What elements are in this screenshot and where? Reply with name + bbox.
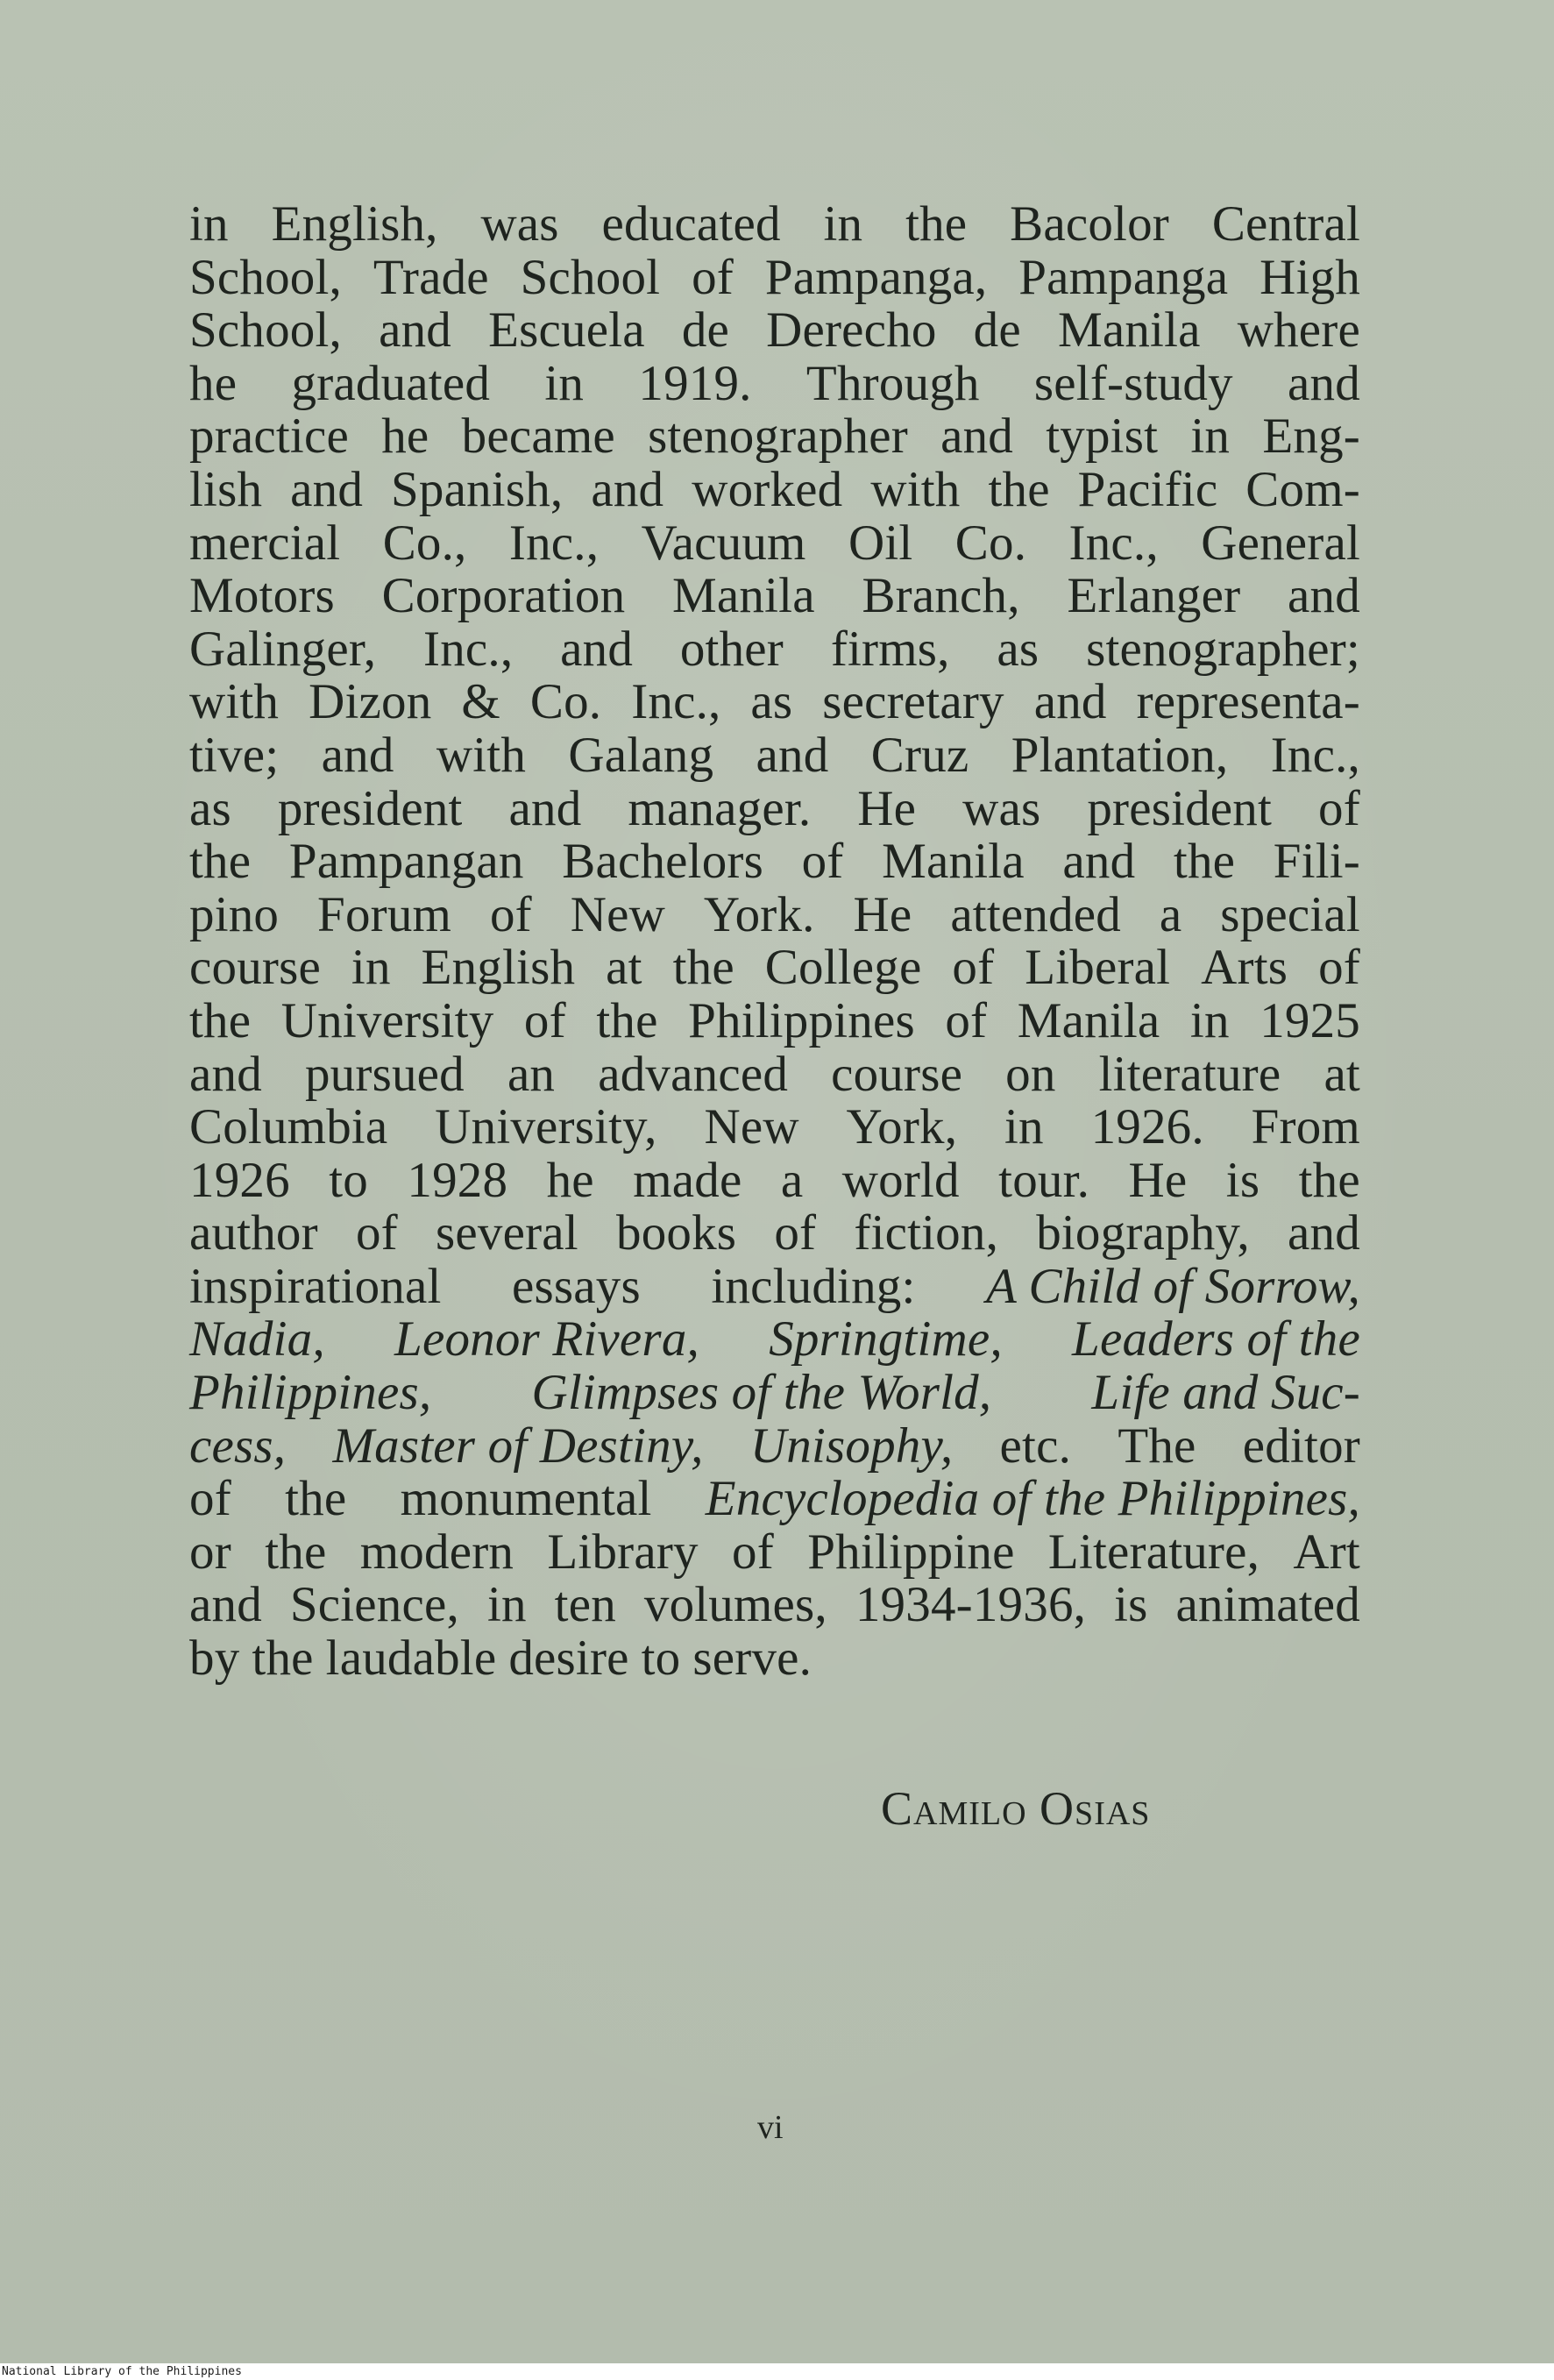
text-line (189, 1154, 1360, 1208)
word: Springtime, (769, 1311, 1003, 1368)
word: the (252, 1630, 314, 1687)
word: Pampanga (1018, 249, 1229, 305)
word: and (1288, 355, 1360, 411)
word: or (189, 1524, 231, 1580)
word: stenographer; (1086, 621, 1360, 677)
word: several (436, 1205, 578, 1261)
word: of (1318, 780, 1360, 836)
word: and (290, 461, 364, 517)
word: College (764, 940, 922, 996)
word: is (1225, 1152, 1260, 1208)
word: Literature, (1047, 1524, 1260, 1580)
word: Columbia (189, 1099, 388, 1155)
word: Co., (382, 515, 467, 571)
word: the (189, 834, 252, 890)
word: Forum (317, 886, 452, 942)
word: Arts (1201, 940, 1288, 996)
word: School, (189, 302, 342, 359)
text-line (189, 570, 1360, 623)
word: New (570, 886, 666, 942)
word: stenographer (648, 409, 908, 465)
word: Corporation (381, 568, 626, 624)
word: made (633, 1152, 742, 1208)
word: the (285, 1471, 347, 1527)
text-line (189, 1048, 1360, 1102)
text-line (189, 1526, 1360, 1580)
text-line (189, 198, 1360, 252)
word: and (1288, 1205, 1360, 1261)
word: with (189, 674, 280, 730)
word: Philippine (807, 1524, 1015, 1580)
text-line (189, 1207, 1360, 1261)
word: Manila (1017, 992, 1160, 1048)
word: lish (189, 461, 263, 517)
word: and (508, 780, 582, 836)
word: Plantation, (1011, 727, 1229, 783)
word: the (672, 940, 734, 996)
word: practice (189, 409, 349, 465)
word: Erlanger (1067, 568, 1241, 624)
word: including: (711, 1258, 916, 1314)
word: Pampanga, (764, 249, 988, 305)
word: of (945, 992, 988, 1048)
word: Manila (882, 834, 1025, 890)
text-line (189, 410, 1360, 464)
word: in (486, 1577, 527, 1633)
word: Spanish, (391, 461, 564, 517)
word: of (952, 940, 995, 996)
word: and (940, 409, 1014, 465)
text-line (189, 1473, 1360, 1526)
word: the (596, 992, 658, 1048)
word: where (1237, 302, 1360, 359)
word: Philippines (688, 992, 915, 1048)
word: of (189, 1471, 231, 1527)
word: books (616, 1205, 737, 1261)
word: de (973, 302, 1021, 359)
word: Philippines, (189, 1365, 432, 1421)
word: on (1005, 1046, 1056, 1102)
word: Glimpses of the World, (531, 1365, 992, 1421)
word: worked (692, 461, 843, 517)
word: Inc., (631, 674, 721, 730)
library-credit: National Library of the Philippines (2, 2365, 242, 2378)
word: Fili- (1273, 834, 1360, 890)
word: Com- (1245, 461, 1360, 517)
word: He (857, 780, 917, 836)
text-line (189, 729, 1360, 783)
word: de (681, 302, 730, 359)
text-line (189, 1632, 1360, 1686)
word: of (523, 992, 566, 1048)
word: was (480, 196, 559, 252)
text-line (189, 1367, 1360, 1420)
word: president (1087, 780, 1273, 836)
word: attended (950, 886, 1121, 942)
text-line (189, 623, 1360, 677)
word: School, (189, 249, 342, 305)
word: at (1323, 1046, 1360, 1102)
word: literature (1098, 1046, 1281, 1102)
word: animated (1175, 1577, 1360, 1633)
word: an (507, 1046, 556, 1102)
word: Leonor Rivera, (394, 1311, 699, 1368)
word: Bachelors (562, 834, 763, 890)
word: graduated (291, 355, 491, 411)
word: was (962, 780, 1041, 836)
word: of (1318, 940, 1360, 996)
word: Encyclopedia of the Philippines, (705, 1471, 1360, 1527)
word: as (750, 674, 793, 730)
word: York. (703, 886, 815, 942)
word: University (280, 992, 494, 1048)
word: he (189, 355, 238, 411)
word: York, (846, 1099, 958, 1155)
word: Oil (848, 515, 913, 571)
word: of (355, 1205, 398, 1261)
word: Through (805, 355, 980, 411)
word: as (997, 621, 1040, 677)
word: course (831, 1046, 963, 1102)
word: Trade (373, 249, 489, 305)
word: and (756, 727, 829, 783)
word: The (1118, 1417, 1196, 1474)
word: of (774, 1205, 817, 1261)
word: of (489, 886, 532, 942)
word: in (351, 940, 391, 996)
word: Inc., (423, 621, 514, 677)
word: Manila (672, 568, 815, 624)
word: a (780, 1152, 804, 1208)
word: president (277, 780, 463, 836)
word: 1925 (1260, 992, 1360, 1048)
word: Liberal (1025, 940, 1171, 996)
word: tour. (998, 1152, 1090, 1208)
word: 1919. (638, 355, 752, 411)
word: Inc., (1270, 727, 1360, 783)
word: Life and Suc- (1091, 1365, 1360, 1421)
word: in (1190, 409, 1231, 465)
word: Unisophy, (749, 1417, 954, 1474)
word: etc. (999, 1417, 1072, 1474)
word: educated (601, 196, 781, 252)
word: Pacific (1077, 461, 1218, 517)
word: and (1288, 568, 1360, 624)
word: Art (1293, 1524, 1360, 1580)
word: General (1201, 515, 1360, 571)
word: biography, (1036, 1205, 1250, 1261)
word: Nadia, (189, 1311, 325, 1368)
word: the (189, 992, 252, 1048)
word: and (379, 302, 451, 359)
word: Pampangan (288, 834, 524, 890)
word: Library (547, 1524, 699, 1580)
body-text (189, 198, 1360, 1686)
word: New (704, 1099, 799, 1155)
word: and (560, 621, 634, 677)
word: pino (189, 886, 280, 942)
word: Master of Destiny, (332, 1417, 704, 1474)
text-line (189, 1417, 1360, 1474)
word: Leaders of the (1072, 1311, 1360, 1368)
word: Central (1211, 196, 1360, 252)
word: a (1159, 886, 1182, 942)
word: became (461, 409, 615, 465)
word: is (1114, 1577, 1148, 1633)
word: fiction, (854, 1205, 999, 1261)
word: as (189, 780, 231, 836)
word: of (732, 1524, 774, 1580)
word: ten (554, 1577, 616, 1633)
word: firms, (830, 621, 950, 677)
word: Co. (529, 674, 602, 730)
word: Eng- (1262, 409, 1360, 465)
word: course (189, 940, 321, 996)
text-line (189, 1579, 1360, 1632)
word: and (189, 1577, 262, 1633)
author-signature: Camilo Osias (881, 1782, 1151, 1835)
word: the (1298, 1152, 1360, 1208)
word: essays (512, 1258, 641, 1314)
word: with (870, 461, 961, 517)
word: other (679, 621, 784, 677)
word: the (905, 196, 968, 252)
word: pursued (304, 1046, 465, 1102)
word: the (265, 1524, 327, 1580)
word: Inc., (508, 515, 600, 571)
word: Branch, (862, 568, 1020, 624)
word: self-study (1033, 355, 1233, 411)
word: tive; (189, 727, 280, 783)
word: High (1260, 249, 1360, 305)
word: of (692, 249, 734, 305)
word: Co. (954, 515, 1027, 571)
word: modern (359, 1524, 514, 1580)
word: English (421, 940, 576, 996)
word: editor (1242, 1417, 1360, 1474)
word: Vacuum (641, 515, 806, 571)
word: Dizon (309, 674, 432, 730)
word: Manila (1057, 302, 1201, 359)
word: and (321, 727, 394, 783)
word: He (1128, 1152, 1188, 1208)
word: Motors (189, 568, 335, 624)
word: 1928 (407, 1152, 508, 1208)
word: world (841, 1152, 960, 1208)
text-line (189, 676, 1360, 729)
word: to (329, 1152, 368, 1208)
word: Science, (289, 1577, 459, 1633)
word: University, (435, 1099, 657, 1155)
text-line (189, 1258, 1360, 1314)
word: cess, (189, 1417, 287, 1474)
word: A Child of Sorrow, (986, 1258, 1360, 1314)
text-line (189, 249, 1360, 305)
word: of (801, 834, 844, 890)
word: Derecho (766, 302, 937, 359)
word: he (381, 409, 429, 465)
word: typist (1046, 409, 1159, 465)
word: School (520, 249, 661, 305)
word: in (189, 196, 229, 252)
page-number: vi (757, 2109, 784, 2146)
text-line (189, 886, 1360, 942)
word: Escuela (488, 302, 645, 359)
word: serve. (692, 1630, 812, 1687)
word: at (606, 940, 642, 996)
word: Galang (568, 727, 714, 783)
word: author (189, 1205, 318, 1261)
word: to (641, 1630, 681, 1687)
word: volumes, (643, 1577, 827, 1633)
text-line (189, 1313, 1360, 1367)
text-line (189, 461, 1360, 517)
word: monumental (400, 1471, 652, 1527)
word: Inc., (1068, 515, 1159, 571)
text-line (189, 835, 1360, 889)
word: English, (271, 196, 438, 252)
word: the (1173, 834, 1236, 890)
word: in (544, 355, 585, 411)
word: and (591, 461, 664, 517)
word: 1926. (1090, 1099, 1204, 1155)
word: 1926 (189, 1152, 290, 1208)
text-line (189, 780, 1360, 836)
word: and (1062, 834, 1136, 890)
text-line (189, 1101, 1360, 1154)
word: Cruz (870, 727, 969, 783)
word: the (988, 461, 1050, 517)
word: manager. (628, 780, 812, 836)
text-line (189, 941, 1360, 995)
text-line (189, 355, 1360, 411)
word: and (189, 1046, 262, 1102)
word: Bacolor (1010, 196, 1169, 252)
word: advanced (598, 1046, 789, 1102)
word: From (1251, 1099, 1360, 1155)
word: and (1033, 674, 1107, 730)
word: mercial (189, 515, 341, 571)
word: in (1189, 992, 1230, 1048)
word: he (546, 1152, 594, 1208)
text-line (189, 304, 1360, 358)
word: Galinger, (189, 621, 377, 677)
word: secretary (822, 674, 1004, 730)
word: desire (508, 1630, 629, 1687)
word: in (1004, 1099, 1044, 1155)
word: laudable (325, 1630, 497, 1687)
word: in (823, 196, 863, 252)
text-line (189, 517, 1360, 571)
word: & (461, 674, 500, 730)
word: with (436, 727, 527, 783)
word: 1934-1936, (855, 1577, 1087, 1633)
word: by (189, 1630, 240, 1687)
word: inspirational (189, 1258, 442, 1314)
word: representa- (1136, 674, 1360, 730)
text-line (189, 992, 1360, 1048)
word: special (1220, 886, 1360, 942)
word: He (853, 886, 912, 942)
